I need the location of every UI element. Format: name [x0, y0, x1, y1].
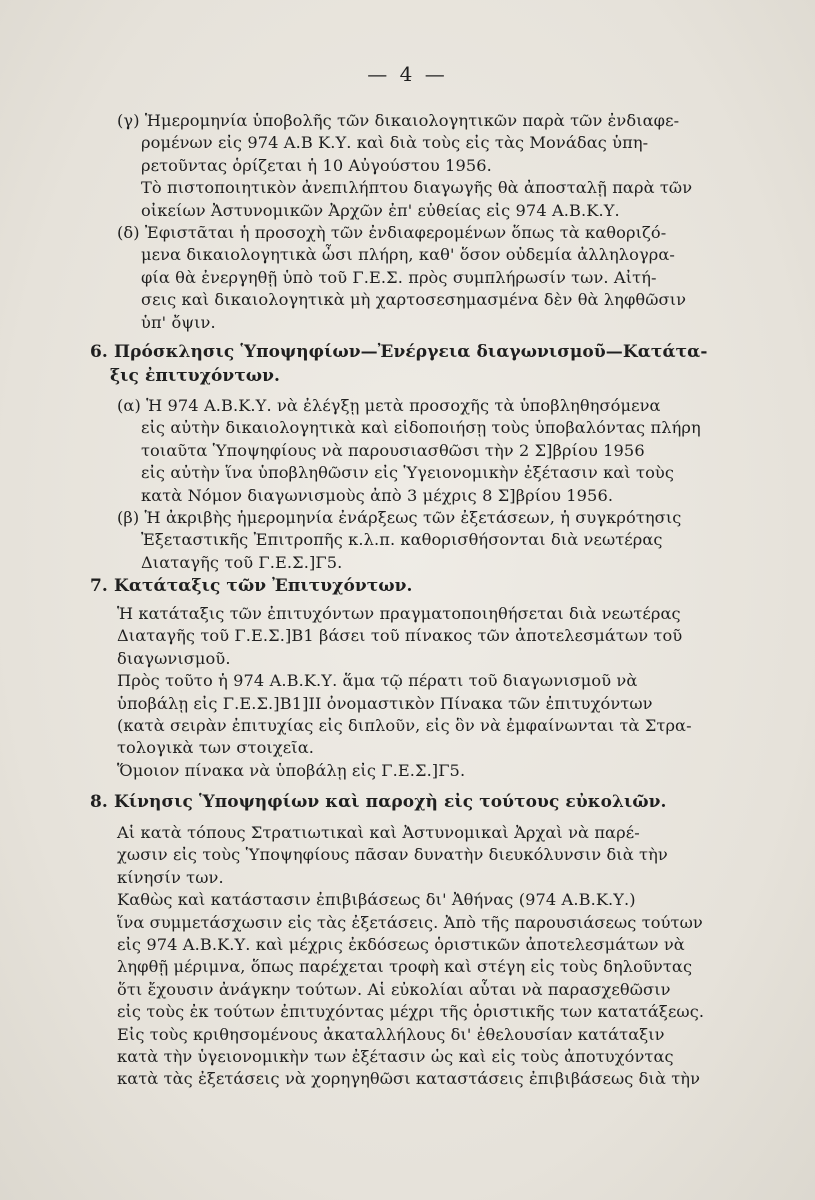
text-line: χωσιν εἰς τοὺς Ὑποψηφίους πᾶσαν δυνατὴν διευκόλυνσιν διὰ τὴν	[117, 845, 668, 865]
text-line: ληφθῇ μέριμνα, ὅπως παρέχεται τροφὴ καὶ στέγη εἰς τοὺς δηλοῦντας	[117, 957, 693, 977]
text-line: Διαταγῆς τοῦ Γ.Ε.Σ.]Γ5.	[141, 552, 343, 572]
section-8-heading	[90, 790, 667, 814]
heading-line: 8. Κίνησις Ὑποψηφίων καὶ παροχὴ εἰς τούτους εὐκολιῶν.	[90, 792, 667, 812]
text-line: Εἰς τοὺς κριθησομένους ἀκαταλλήλους δι' ἐθελουσίαν κατάταξιν	[117, 1024, 665, 1044]
text-line: Αἱ κατὰ τόπους Στρατιωτικαὶ καὶ Ἀστυνομικαὶ Ἀρχαὶ νὰ παρέ-	[117, 823, 640, 842]
text-line: κατὰ τὴν ὑγειονομικὴν των ἐξέτασιν ὡς καὶ εἰς τοὺς ἀποτυχόντας	[117, 1047, 674, 1067]
paragraph-item-b	[117, 507, 681, 574]
text-line: εἰς αὐτὴν ἵνα ὑποβληθῶσιν εἰς Ὑγειονομικὴν ἐξέτασιν καὶ τοὺς	[141, 463, 675, 483]
text-line: Ὅμοιον πίνακα νὰ ὑποβάλῃ εἰς Γ.Ε.Σ.]Γ5.	[117, 760, 466, 780]
section-6-heading	[90, 340, 708, 388]
paragraph-item-g	[117, 110, 692, 222]
text-line: Πρὸς τοῦτο ἡ 974 Α.Β.Κ.Υ. ἅμα τῷ πέρατι τοῦ διαγωνισμοῦ νὰ	[117, 671, 638, 691]
text-line: τοιαῦτα Ὑποψηφίους νὰ παρουσιασθῶσι τὴν 2 Σ]βρίου 1956	[141, 440, 645, 460]
text-line: Διαταγῆς τοῦ Γ.Ε.Σ.]Β1 βάσει τοῦ πίνακος τῶν ἀποτελεσμάτων τοῦ	[117, 626, 683, 646]
heading-line: 6. Πρόσκλησις Ὑποψηφίων—Ἐνέργεια διαγωνισμοῦ—Κατάτα-	[90, 342, 708, 362]
text-line: Ἐξεταστικῆς Ἐπιτροπῆς κ.λ.π. καθορισθήσονται διὰ νεωτέρας	[141, 530, 663, 550]
text-line: ὑπ' ὄψιν.	[141, 312, 216, 332]
paragraph-item-d	[117, 222, 686, 334]
heading-line: ξις ἐπιτυχόντων.	[110, 366, 281, 386]
text-line: οἰκείων Ἀστυνομικῶν Ἀρχῶν ἐπ' εὐθείας εἰς 974 Α.Β.Κ.Υ.	[141, 200, 620, 220]
text-line: ρομένων εἰς 974 Α.Β Κ.Υ. καὶ διὰ τοὺς εἰς τὰς Μονάδας ὑπη-	[141, 133, 649, 153]
heading-line: 7. Κατάταξις τῶν Ἐπιτυχόντων.	[90, 576, 413, 596]
text-line: Καθὼς καὶ κατάστασιν ἐπιβιβάσεως δι' Ἀθήνας (974 Α.Β.Κ.Υ.)	[117, 890, 636, 910]
page-number: — 4 —	[367, 62, 448, 86]
text-line: κίνησίν των.	[117, 867, 224, 887]
text-line: διαγωνισμοῦ.	[117, 648, 231, 668]
section-7-heading	[90, 574, 413, 598]
section-8-body	[117, 822, 704, 1091]
text-line: (α) Ἡ 974 Α.Β.Κ.Υ. νὰ ἐλέγξῃ μετὰ προσοχῆς τὰ ὑποβληθησόμενα	[117, 396, 661, 415]
text-line: φία θὰ ἐνεργηθῇ ὑπὸ τοῦ Γ.Ε.Σ. πρὸς συμπλήρωσίν των. Αἰτή-	[141, 267, 657, 287]
text-line: ὅτι ἔχουσιν ἀνάγκην τούτων. Αἱ εὐκολίαι αὗται νὰ παρασχεθῶσιν	[117, 979, 671, 999]
text-line: εἰς τοὺς ἐκ τούτων ἐπιτυχόντας μέχρι τῆς ὁριστικῆς των κατατάξεως.	[117, 1002, 705, 1022]
text-line: τολογικὰ των στοιχεῖα.	[117, 738, 314, 758]
paragraph-item-a	[117, 395, 701, 507]
text-line: (γ) Ἡμερομηνία ὑποβολῆς τῶν δικαιολογητικῶν παρὰ τῶν ἐνδιαφε-	[117, 111, 680, 130]
text-line: (δ) Ἐφιστᾶται ἡ προσοχὴ τῶν ἐνδιαφερομένων ὅπως τὰ καθοριζό-	[117, 223, 667, 242]
text-line: ρετοῦντας ὁρίζεται ἡ 10 Αὐγούστου 1956.	[141, 155, 492, 175]
text-line: Τὸ πιστοποιητικὸν ἀνεπιλήπτου διαγωγῆς θὰ ἀποσταλῇ παρὰ τῶν	[141, 178, 693, 198]
section-7-body	[117, 603, 692, 782]
text-line: ἵνα συμμετάσχωσιν εἰς τὰς ἐξετάσεις. Ἀπὸ τῆς παρουσιάσεως τούτων	[117, 912, 703, 932]
text-line: ὑποβάλῃ εἰς Γ.Ε.Σ.]Β1]ΙΙ ὀνομαστικὸν Πίνακα τῶν ἐπιτυχόντων	[117, 693, 653, 713]
text-line: (β) Ἡ ἀκριβὴς ἡμερομηνία ἐνάρξεως τῶν ἐξετάσεων, ἡ συγκρότησις	[117, 508, 682, 527]
text-line: (κατὰ σειρὰν ἐπιτυχίας εἰς διπλοῦν, εἰς ὃν νὰ ἐμφαίνωνται τὰ Στρα-	[117, 716, 692, 736]
text-line: Ἡ κατάταξις τῶν ἐπιτυχόντων πραγματοποιηθήσεται διὰ νεωτέρας	[117, 604, 681, 623]
text-line: μενα δικαιολογητικὰ ὦσι πλήρη, καθ' ὅσον οὐδεμία ἀλληλογρα-	[141, 245, 676, 265]
text-line: κατὰ Νόμον διαγωνισμοὺς ἀπὸ 3 μέχρις 8 Σ]βρίου 1956.	[141, 485, 614, 505]
text-line: εἰς αὐτὴν δικαιολογητικὰ καὶ εἰδοποιήσῃ τοὺς ὑποβαλόντας πλήρη	[141, 418, 701, 438]
text-line: εἰς 974 Α.Β.Κ.Υ. καὶ μέχρις ἐκδόσεως ὁριστικῶν ἀποτελεσμάτων νὰ	[117, 935, 685, 955]
text-line: σεις καὶ δικαιολογητικὰ μὴ χαρτοσεσημασμένα δὲν θὰ ληφθῶσιν	[141, 290, 687, 310]
text-line: κατὰ τὰς ἐξετάσεις νὰ χορηγηθῶσι καταστάσεις ἐπιβιβάσεως διὰ τὴν	[117, 1069, 701, 1089]
